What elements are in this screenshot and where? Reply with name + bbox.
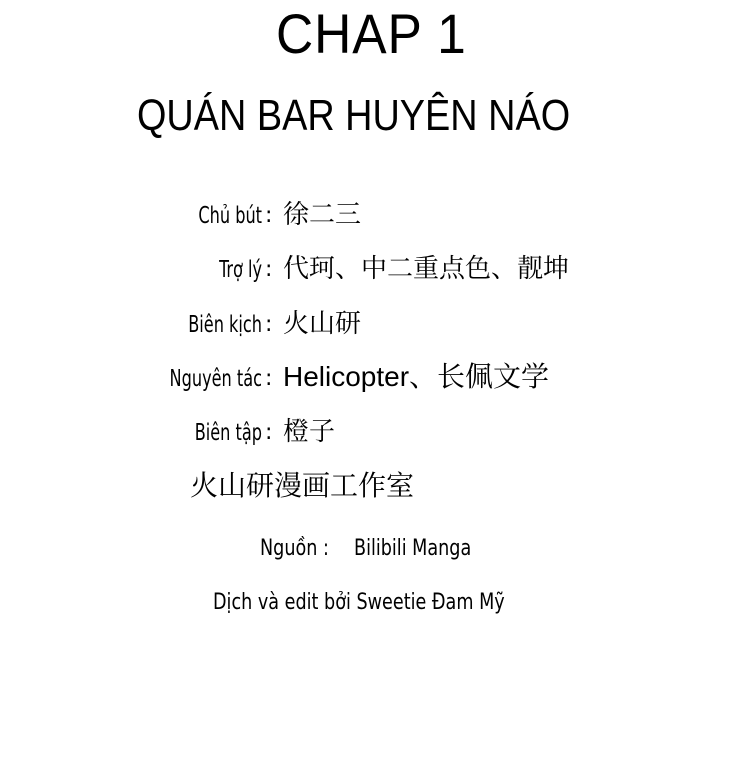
source-label: Nguồn :	[260, 536, 329, 561]
credit-label: Nguyên tác	[169, 366, 262, 392]
credit-colon: :	[265, 257, 273, 282]
credit-colon: :	[265, 203, 273, 228]
credit-label: Biên kịch	[188, 312, 262, 338]
source-value: Bilibili Manga	[354, 536, 472, 561]
credit-colon: :	[265, 312, 273, 337]
credit-label: Trợ lý	[219, 257, 262, 283]
credit-label: Biên tập	[194, 420, 262, 446]
credit-colon: :	[265, 420, 273, 445]
credit-value: 徐二三	[283, 200, 362, 230]
credit-value: 火山研	[283, 309, 362, 339]
chapter-title: QUÁN BAR HUYÊN NÁO	[137, 91, 571, 140]
credit-value: Helicopter、长佩文学	[283, 361, 550, 392]
translator-credit: Dịch và edit bởi Sweetie Đam Mỹ	[213, 590, 505, 615]
credit-value: 代珂、中二重点色、靓坤	[283, 254, 570, 284]
credit-colon: :	[265, 366, 273, 391]
credit-value: 橙子	[283, 417, 336, 447]
studio-name: 火山研漫画工作室	[190, 469, 415, 502]
credit-label: Chủ bút	[198, 203, 262, 229]
chapter-heading: CHAP 1	[276, 2, 467, 65]
